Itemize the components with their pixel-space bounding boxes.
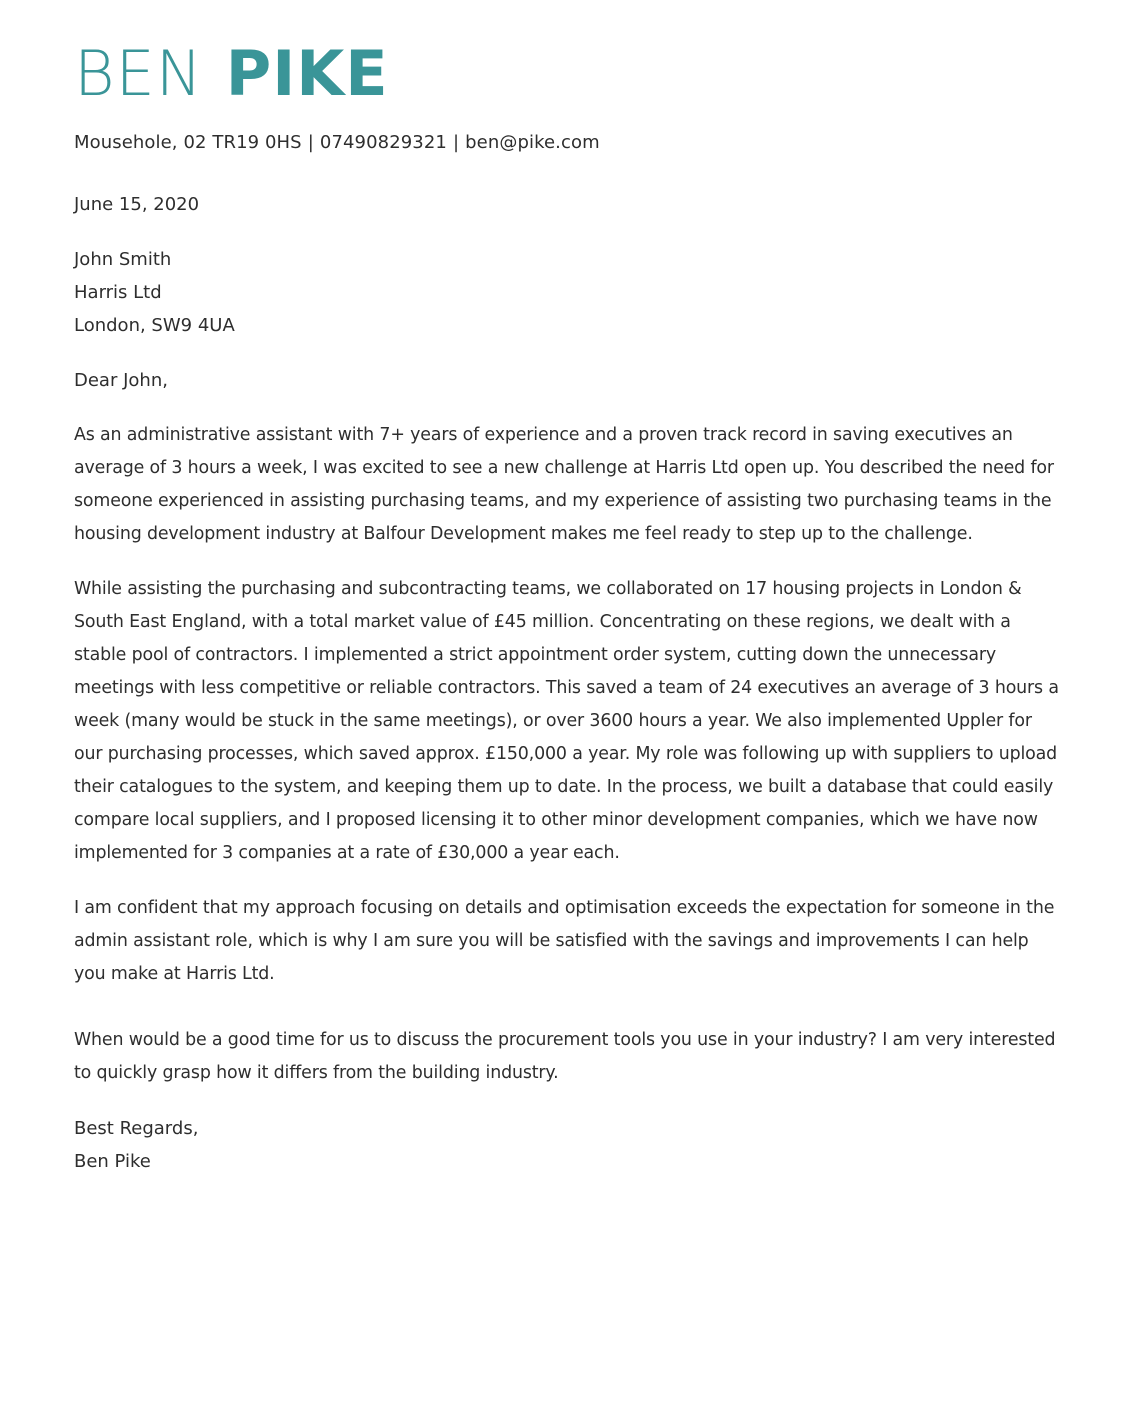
contact-separator: | [307,132,314,153]
cover-letter [74,38,1064,1178]
body-paragraph-4: When would be a good time for us to discuss the procurement tools you use in your industry? I am very interested to quickly grasp how it differs from the building industry. [74,1030,1056,1083]
contact-separator: | [452,132,460,153]
body-paragraph-1: As an administrative assistant with 7+ years of experience and a proven track record in saving executives an average of 3 hours a week, I was excited to see a new challenge at Harris Ltd open up. You described the need for someone experienced in assisting purchasing teams, and my experience of assisting two purchasing teams in the housing development industry at Balfour Development makes me feel ready to step up to the challenge. [74,425,1054,544]
body-paragraph-2: While assisting the purchasing and subcontracting teams, we collaborated on 17 housing projects in London & South East England, with a total market value of £45 million. Concentrating on these regions, we dealt with a stable pool of contractors. I implemented a strict appointment order system, cutting down the unnecessary meetings with less competitive or reliable contractors. This saved a team of 24 executives an average of 3 hours a week (many would be stuck in the same meetings), or over 3600 hours a year. We also implemented Uppler for our purchasing processes, which saved approx. £150,000 a year. My role was following up with suppliers to upload their catalogues to the system, and keeping them up to date. In the process, we built a database that could easily compare local suppliers, and I proposed licensing it to other minor development companies, which we have now implemented for 3 companies at a rate of £30,000 a year each. [74,579,1059,863]
applicant-name [74,38,1064,110]
first-name: BEN [74,37,204,110]
body-paragraph-3: I am confident that my approach focusing on details and optimisation exceeds the expectation for someone in the admin assistant role, which is why I am sure you will be satisfied with the savings and improvements I can help you make at Harris Ltd. [74,898,1055,984]
salutation: Dear John, [74,370,168,391]
last-name: PIKE [225,37,389,110]
recipient-name: John Smith [74,249,172,270]
contact-email: ben@pike.com [465,132,600,153]
recipient-block [74,243,1064,342]
contact-phone: 07490829321 [319,132,447,153]
recipient-company: Harris Ltd [74,282,162,303]
closing-block [74,1112,1064,1178]
letter-date: June 15, 2020 [74,194,200,215]
contact-address: Mousehole, 02 TR19 0HS [74,132,302,153]
signature-name: Ben Pike [74,1151,151,1172]
recipient-address: London, SW9 4UA [74,315,235,336]
contact-line [74,128,1064,158]
closing-phrase: Best Regards, [74,1118,199,1139]
